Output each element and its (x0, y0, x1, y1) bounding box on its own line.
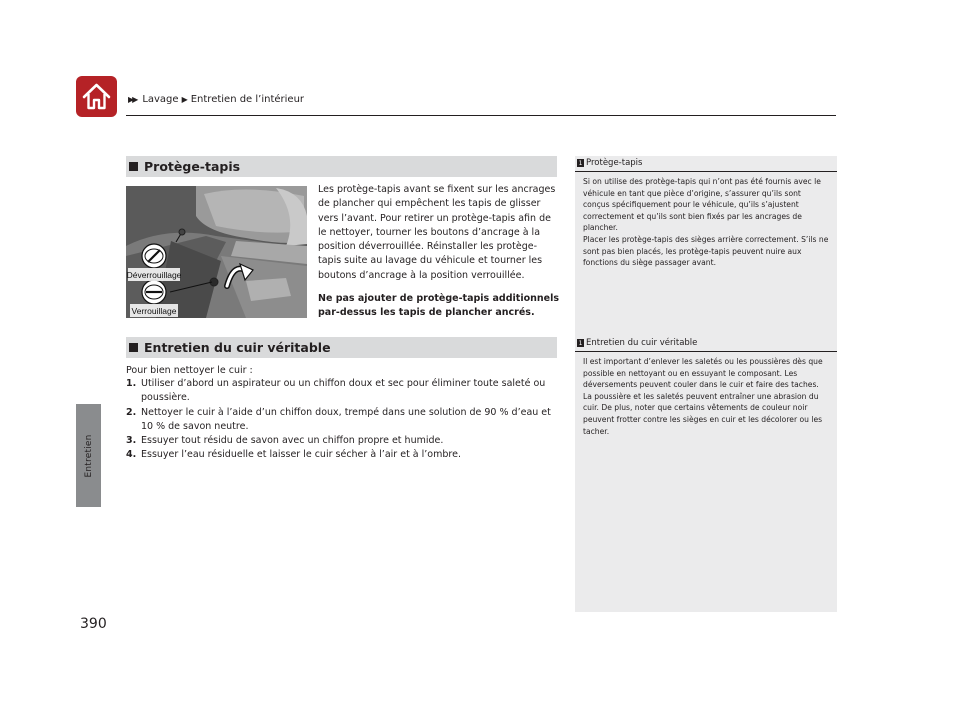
section-square-icon (129, 343, 138, 352)
floor-mat-warning: Ne pas ajouter de protège-tapis additionnels par-dessus les tapis de plancher ancrés. (318, 293, 559, 319)
note-paragraph: Placer les protège-tapis des sièges arrière correctement. S’ils ne sont pas bien placés, les protège-tapis peuvent nuire aux fonctions du siège passager avant. (583, 234, 829, 268)
unlock-knob-icon (142, 244, 166, 268)
step-number: 2. (126, 406, 137, 418)
breadcrumb-arrow-icon: ▶▶ (128, 95, 137, 104)
breadcrumb-arrow-icon: ▶ (181, 95, 188, 104)
list-item (126, 377, 558, 406)
step-number: 4. (126, 449, 137, 461)
floor-mat-anchor-photo (126, 186, 307, 318)
unlock-label: Déverrouillage (126, 270, 182, 280)
header-divider (126, 115, 836, 116)
step-number: 1. (126, 378, 137, 389)
step-number: 3. (126, 435, 137, 447)
note-leather-care (575, 337, 837, 437)
note-title[interactable] (575, 157, 837, 169)
note-paragraph: Il est important d’enlever les saletés ou les poussières dès que possible en nettoyant ou en essuyant le composant. Les déversements peuvent couler dans le cuir et faire des taches. La poussière et les saletés peuvent entraîner une abrasion du cuir. De plus, noter que certains vêtements de couleur noir peuvent frotter contre les sièges en cuir et les décolorer ou les tacher. (583, 357, 823, 436)
note-icon: 1 (578, 339, 583, 347)
section-heading-leather-care (126, 337, 557, 358)
step-text: Essuyer tout résidu de savon avec un chiffon propre et humide. (141, 435, 444, 447)
leather-steps-list (126, 377, 558, 463)
home-button[interactable] (76, 76, 117, 117)
lock-label: Verrouillage (131, 306, 177, 316)
step-text: Nettoyer le cuir à l’aide d’un chiffon doux, trempé dans une solution de 90 % d’eau et 10 % de savon neutre. (141, 406, 551, 432)
list-item (126, 406, 558, 435)
breadcrumb-item[interactable]: Lavage (142, 94, 179, 105)
section-square-icon (129, 162, 138, 171)
breadcrumb (128, 94, 304, 105)
section-title: Protège-tapis (144, 159, 241, 174)
step-text: Essuyer l’eau résiduelle et laisser le cuir sécher à l’air et à l’ombre. (141, 449, 461, 461)
note-title-text: Protège-tapis (586, 158, 643, 168)
breadcrumb-item[interactable]: Entretien de l’intérieur (190, 94, 305, 105)
section-title: Entretien du cuir véritable (144, 340, 331, 355)
note-paragraph: Si on utilise des protège-tapis qui n’ont pas été fournis avec le véhicule en tant que pièce d’origine, s’assurer qu’ils sont conçus spécifiquement pour le véhicule, qu’ils s’ajustent correctement et qu’ils sont bien fixés par les ancrages de plancher. (583, 177, 821, 233)
note-icon: 1 (578, 159, 583, 167)
list-item (126, 434, 558, 448)
page-number: 390 (80, 616, 107, 632)
floor-mat-paragraph: Les protège-tapis avant se fixent sur les ancrages de plancher qui empêchent les tapis de glisser vers l’avant. Pour retirer un protège-tapis afin de le nettoyer, tourner les boutons d’ancrage à la position déverrouillée. Réinstaller les protège-tapis suite au lavage du véhicule et tourner les boutons d’ancrage à la position verrouillée. (318, 184, 556, 281)
chapter-label: Entretien (84, 434, 94, 478)
note-title-text: Entretien du cuir véritable (586, 338, 698, 348)
section-heading-floor-mats (126, 156, 557, 177)
home-icon (81, 81, 112, 112)
lock-knob-icon (142, 280, 166, 304)
note-floor-mats (575, 157, 837, 269)
list-item (126, 448, 558, 462)
note-title[interactable] (575, 337, 837, 349)
step-text: Utiliser d’abord un aspirateur ou un chiffon doux et sec pour éliminer toute saleté ou poussière. (141, 378, 546, 404)
leather-intro: Pour bien nettoyer le cuir : (126, 365, 253, 376)
